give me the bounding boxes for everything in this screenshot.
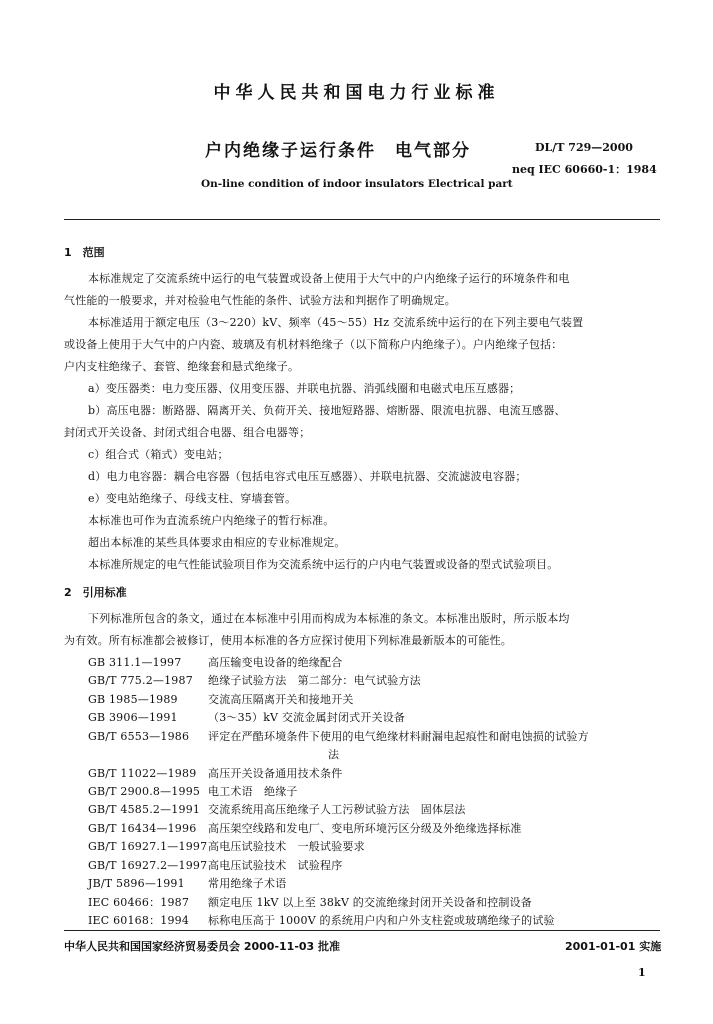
reference-entry: GB/T 775.2—1987 绝缘子试验方法 第二部分：电气试验方法 (88, 674, 421, 687)
reference-entry: GB/T 6553—1986 评定在严酷环境条件下使用的电气绝缘材料耐漏电起痕性和耐电蚀损的试验方 (88, 730, 589, 743)
reference-entry: GB/T 16927.2—1997高电压试验技术 试验程序 (88, 859, 343, 872)
reference-entry: GB/T 4585.2—1991 交流系统用高压绝缘子人工污秽试验方法 固体层法 (88, 803, 466, 816)
section-2-heading: 2 引用标准 (64, 586, 127, 599)
s2-line: 下列标准所包含的条文，通过在本标准中引用而构成为本标准的条文。本标准出版时，所示版本均 (88, 612, 570, 625)
standard-title: 户内绝缘子运行条件 电气部分 (205, 141, 471, 161)
english-title: On-line condition of indoor insulators Electrical part (201, 178, 513, 190)
reference-entry: GB 311.1—1997 高压输变电设备的绝缘配合 (88, 656, 343, 669)
reference-entry: IEC 60466：1987 额定电压 1kV 以上至 38kV 的交流绝缘封闭开关设备和控制设备 (88, 896, 532, 909)
section-1-heading: 1 范围 (64, 246, 105, 259)
s1-line: 气性能的一般要求，并对检验电气性能的条件、试验方法和判据作了明确规定。 (64, 294, 456, 307)
s1-line: 本标准规定了交流系统中运行的电气装置或设备上使用于大气中的户内绝缘子运行的环境条件和电 (88, 272, 570, 285)
standard-equivalence: neq IEC 60660-1：1984 (512, 163, 657, 176)
s1-line: 本标准适用于额定电压（3～220）kV、频率（45～55）Hz 交流系统中运行的在下列主要电气装置 (88, 316, 584, 329)
footer-divider (64, 930, 660, 931)
s1-line: 超出本标准的某些具体要求由相应的专业标准规定。 (88, 536, 346, 549)
reference-entry: GB 1985—1989 交流高压隔离开关和接地开关 (88, 693, 354, 706)
reference-entry: GB/T 11022—1989 高压开关设备通用技术条件 (88, 767, 343, 780)
standard-code: DL/T 729—2000 (535, 141, 633, 154)
reference-entry: IEC 60168：1994 标称电压高于 1000V 的系统用户内和户外支柱瓷或玻璃绝缘子的试验 (88, 914, 555, 927)
s1-line: b）高压电器：断路器、隔离开关、负荷开关、接地短路器、熔断器、限流电抗器、电流互感器、 (88, 404, 566, 417)
s1-line: c）组合式（箱式）变电站； (88, 448, 229, 461)
s1-line: d）电力电容器：耦合电容器（包括电容式电压互感器）、并联电抗器、交流滤波电容器； (88, 470, 527, 483)
s1-line: 本标准所规定的电气性能试验项目作为交流系统中运行的户内电气装置或设备的型式试验项目。 (88, 558, 559, 571)
page-number: 1 (638, 966, 646, 979)
s1-line: 封闭式开关设备、封闭式组合电器、组合电器等； (64, 426, 311, 439)
effective-date: 2001-01-01 实施 (565, 940, 662, 953)
reference-entry: GB/T 16927.1—1997高电压试验技术 一般试验要求 (88, 840, 365, 853)
reference-entry: GB/T 2900.8—1995 电工术语 绝缘子 (88, 785, 298, 798)
s1-line: a）变压器类：电力变压器、仪用变压器、并联电抗器、消弧线圈和电磁式电压互感器； (88, 382, 521, 395)
s2-line: 为有效。所有标准都会被修订，使用本标准的各方应探讨使用下列标准最新版本的可能性。 (64, 634, 512, 647)
reference-entry: 法 (328, 748, 340, 761)
approval-text: 中华人民共和国国家经济贸易委员会 2000-11-03 批准 (64, 940, 341, 953)
reference-entry: GB 3906—1991 （3～35）kV 交流金属封闭式开关设备 (88, 711, 406, 724)
s1-line: 户内支柱绝缘子、套管、绝缘套和悬式绝缘子。 (64, 360, 300, 373)
reference-entry: JB/T 5896—1991 常用绝缘子术语 (88, 877, 287, 890)
org-title: 中华人民共和国电力行业标准 (213, 83, 500, 103)
s1-line: 或设备上使用于大气中的户内瓷、玻璃及有机材料绝缘子（以下简称户内绝缘子）。户内绝缘子包括： (64, 338, 563, 351)
header-divider (64, 219, 660, 220)
s1-line: e）变电站绝缘子、母线支柱、穿墙套管。 (88, 492, 297, 505)
reference-entry: GB/T 16434—1996 高压架空线路和发电厂、变电所环境污区分级及外绝缘选择标准 (88, 822, 522, 835)
s1-line: 本标准也可作为直流系统户内绝缘子的暂行标准。 (88, 514, 335, 527)
